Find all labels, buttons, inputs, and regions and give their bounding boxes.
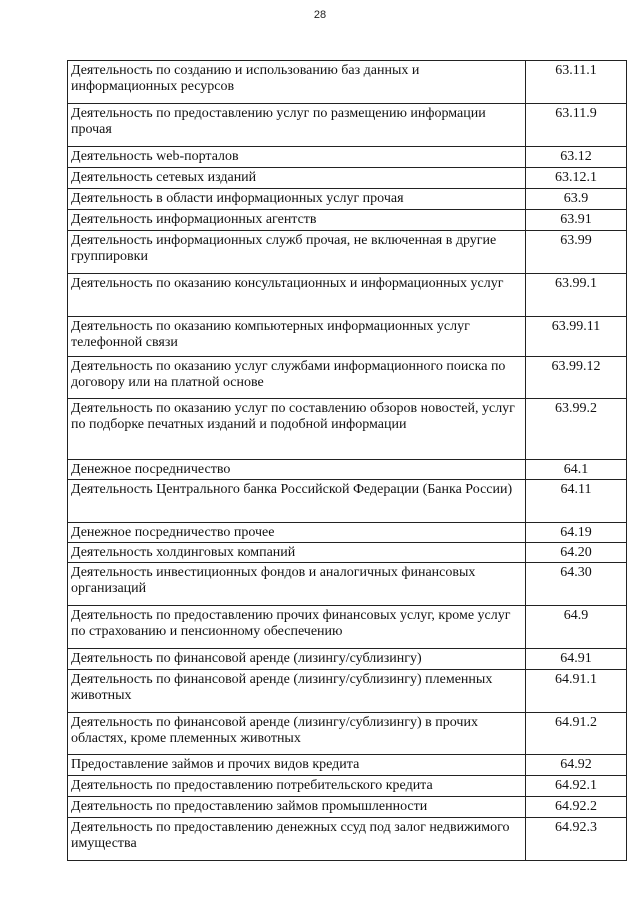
activity-description: Деятельность Центрального банка Российской Федерации (Банка России)	[68, 480, 526, 523]
activity-code: 64.92.2	[526, 797, 627, 818]
activity-description: Деятельность по финансовой аренде (лизингу/сублизингу) племенных животных	[68, 670, 526, 713]
activity-code: 63.99.1	[526, 274, 627, 317]
activity-code: 63.91	[526, 210, 627, 231]
activity-code: 63.99.11	[526, 317, 627, 357]
activity-description: Деятельность по созданию и использованию баз данных и информационных ресурсов	[68, 61, 526, 104]
activity-code: 64.91	[526, 649, 627, 670]
activity-description: Деятельность по оказанию услуг службами информационного поиска по договору или на платной основе	[68, 357, 526, 399]
table-row	[68, 755, 627, 776]
activity-code: 63.11.9	[526, 104, 627, 147]
activity-description: Деятельность информационных служб прочая, не включенная в другие группировки	[68, 231, 526, 274]
activity-code: 63.99.2	[526, 399, 627, 460]
activity-description: Деятельность в области информационных услуг прочая	[68, 189, 526, 210]
activity-code: 64.92	[526, 755, 627, 776]
table-row	[68, 713, 627, 755]
table-row	[68, 357, 627, 399]
activity-code: 64.1	[526, 460, 627, 480]
activity-code: 63.9	[526, 189, 627, 210]
activity-description: Деятельность холдинговых компаний	[68, 543, 526, 563]
table-row	[68, 274, 627, 317]
activity-description: Денежное посредничество прочее	[68, 523, 526, 543]
table-row	[68, 543, 627, 563]
table-row	[68, 317, 627, 357]
activity-code: 63.99.12	[526, 357, 627, 399]
activity-code: 63.12	[526, 147, 627, 168]
activity-description: Деятельность по финансовой аренде (лизингу/сублизингу) в прочих областях, кроме племенных животных	[68, 713, 526, 755]
activity-code: 64.30	[526, 563, 627, 606]
activity-code: 64.11	[526, 480, 627, 523]
table-row	[68, 797, 627, 818]
activity-code: 64.91.2	[526, 713, 627, 755]
table-row	[68, 189, 627, 210]
table-row	[68, 606, 627, 649]
activity-code: 63.12.1	[526, 168, 627, 189]
activity-description: Деятельность по предоставлению займов промышленности	[68, 797, 526, 818]
activity-description: Деятельность по предоставлению денежных ссуд под залог недвижимого имущества	[68, 818, 526, 861]
activity-description: Деятельность по предоставлению услуг по размещению информации прочая	[68, 104, 526, 147]
activity-code: 64.91.1	[526, 670, 627, 713]
table-row	[68, 399, 627, 460]
activity-code: 64.20	[526, 543, 627, 563]
table-row	[68, 231, 627, 274]
page-number: 28	[313, 9, 327, 21]
activity-description: Деятельность сетевых изданий	[68, 168, 526, 189]
activity-code: 64.92.1	[526, 776, 627, 797]
activity-description: Деятельность по предоставлению потребительского кредита	[68, 776, 526, 797]
activity-description: Деятельность по оказанию консультационных и информационных услуг	[68, 274, 526, 317]
activity-description: Деятельность по оказанию услуг по составлению обзоров новостей, услуг по подборке печатных изданий и подобной информации	[68, 399, 526, 460]
table-row	[68, 776, 627, 797]
activity-code: 64.9	[526, 606, 627, 649]
table-row	[68, 460, 627, 480]
table-row	[68, 104, 627, 147]
activity-description: Деятельность по оказанию компьютерных информационных услуг телефонной связи	[68, 317, 526, 357]
table-row	[68, 480, 627, 523]
activity-description: Предоставление займов и прочих видов кредита	[68, 755, 526, 776]
table-row	[68, 61, 627, 104]
table-row	[68, 523, 627, 543]
okved-table	[67, 60, 627, 861]
table-row	[68, 563, 627, 606]
activity-description: Деятельность web-порталов	[68, 147, 526, 168]
activity-description: Деятельность инвестиционных фондов и аналогичных финансовых организаций	[68, 563, 526, 606]
table-row	[68, 818, 627, 861]
activity-code: 64.19	[526, 523, 627, 543]
activity-description: Деятельность по предоставлению прочих финансовых услуг, кроме услуг по страхованию и пенсионному обеспечению	[68, 606, 526, 649]
activity-code: 64.92.3	[526, 818, 627, 861]
table-row	[68, 168, 627, 189]
table-row	[68, 210, 627, 231]
activity-code: 63.99	[526, 231, 627, 274]
activity-code: 63.11.1	[526, 61, 627, 104]
table-row	[68, 670, 627, 713]
activity-description: Деятельность по финансовой аренде (лизингу/сублизингу)	[68, 649, 526, 670]
activity-description: Деятельность информационных агентств	[68, 210, 526, 231]
table-row	[68, 649, 627, 670]
table-row	[68, 147, 627, 168]
activity-description: Денежное посредничество	[68, 460, 526, 480]
